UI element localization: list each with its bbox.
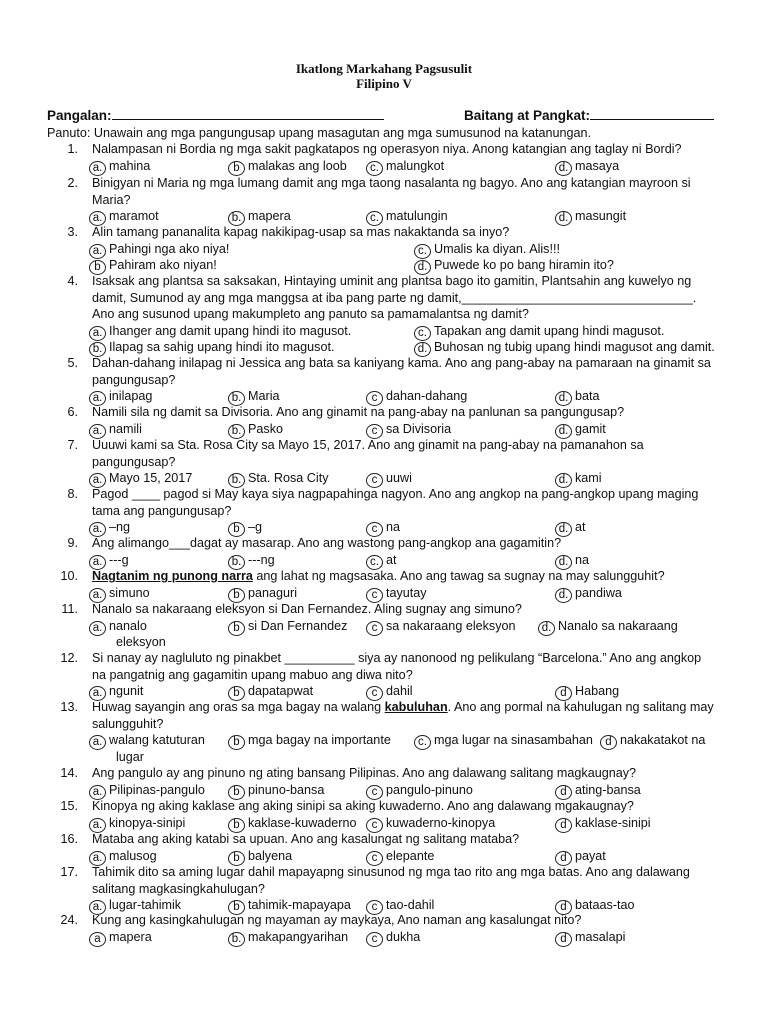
answer-option[interactable] [89,618,147,636]
answer-option[interactable] [228,815,357,833]
option-letter-circle: a. [89,326,106,341]
question-text: salitang magkasingkahulugan? [92,881,265,896]
underlined-phrase: Nagtanim ng punong narra [92,569,253,583]
question-number: 11. [61,602,78,616]
option-letter-circle: a. [89,621,106,636]
question-number: 17. [60,865,78,879]
option-label: bata [575,389,600,403]
answer-option[interactable] [228,732,391,750]
option-letter-circle: c. [414,244,431,259]
option-label: Tapakan ang damit upang hindi magusot. [434,323,665,338]
question-number: 7. [67,438,78,452]
option-letter-circle: a. [89,735,106,750]
option-letter-circle: d [555,785,572,800]
answer-option[interactable] [228,421,283,439]
option-label: dahil [386,684,413,698]
answer-option[interactable] [366,421,451,439]
answer-option[interactable] [228,782,324,800]
option-label: pangulo-pinuno [386,782,473,797]
option-letter-circle: b [228,522,245,537]
answer-option-continuation: eleksyon [116,635,166,649]
option-label: at [386,552,397,567]
option-label: pinuno-bansa [248,782,325,797]
option-label: walang katuturan [109,733,205,747]
option-label: simuno [109,585,150,600]
option-letter-circle: b. [228,391,245,406]
answer-option[interactable] [414,323,664,341]
option-letter-circle: b [228,621,245,636]
option-label: tao-dahil [386,898,435,912]
option-label: sa nakaraang eleksyon [386,618,516,633]
question-text: Nanalo sa nakaraang eleksyon si Dan Fernandez. Aling sugnay ang simuno? [92,602,522,616]
question-text: Alin tamang pananalita kapag nakikipag-usap sa mas nakaktanda sa inyo? [92,225,510,239]
option-letter-circle: b. [228,473,245,488]
option-letter-circle: c [366,818,383,833]
option-letter-circle: c [366,900,383,915]
option-label: malakas ang loob [248,158,347,173]
option-letter-circle: c [366,522,383,537]
option-letter-circle: b [228,851,245,866]
answer-option[interactable] [366,158,444,176]
question-text: tama ang pangungusap? [92,503,232,518]
option-letter-circle: a [89,932,106,947]
option-label: masalapi [575,929,626,944]
option-label: Umalis ka diyan. Alis!!! [434,241,560,256]
option-letter-circle: b. [228,211,245,226]
option-letter-circle: a. [89,522,106,537]
answer-option[interactable] [228,552,275,570]
question-text: Mataba ang aking katabi sa upuan. Ano ang kasalungat ng salitang mataba? [92,832,520,846]
option-letter-circle: d [600,735,617,750]
option-label: lugar-tahimik [109,898,182,912]
option-label: pandiwa [575,585,622,600]
option-letter-circle: c [366,785,383,800]
option-label: mahina [109,158,151,173]
question-number: 6. [67,405,78,419]
option-label: Puwede ko po bang hiramin ito? [434,258,614,272]
answer-option-continuation: lugar [116,749,145,764]
option-letter-circle: d. [414,342,431,357]
name-field [47,107,384,123]
option-label: malungkot [386,158,445,173]
option-label: panaguri [248,585,298,600]
option-label: gamit [575,421,606,436]
option-letter-circle: b. [228,424,245,439]
question-text: Tahimik dito sa aming lugar dahil mapayapng sinusunod ng mga tao rito ang mga batas. Ano ang dalawang [92,865,690,879]
option-letter-circle: c [366,424,383,439]
question-text: damit, Sumunod ay ang mga manggsa at iba pang parte ng damit,_________________________________. [92,290,697,305]
option-letter-circle: d. [538,621,555,636]
option-letter-circle: a. [89,555,106,570]
answer-option[interactable] [366,782,473,800]
option-label: na [386,520,401,534]
question-text: Ano ang susunod upang makumpleto ang panuto sa pamamalantsa ng damit? [92,307,529,321]
option-label: dapatapwat [248,684,314,698]
question-text: Binigyan ni Maria ng mga lumang damit ang mga taong nasalanta ng bagyo. Ano ang katangian mayroon si [92,176,691,190]
answer-option[interactable] [555,782,641,800]
answer-option[interactable] [414,732,593,750]
answer-option[interactable] [89,732,205,750]
option-letter-circle: c [366,621,383,636]
option-label: mapera [109,929,152,944]
option-letter-circle: c [366,686,383,701]
exam-title: Ikatlong Markahang Pagsusulit [295,61,473,76]
answer-option[interactable] [89,815,185,833]
answer-option[interactable] [555,208,626,226]
option-letter-circle: b [228,785,245,800]
option-label: bataas-tao [575,898,635,912]
option-letter-circle: a. [89,211,106,226]
answer-option[interactable] [600,732,705,750]
option-letter-circle: b [228,686,245,701]
option-label: tahimik-mapayapa [248,898,351,912]
option-label: masungit [575,209,627,223]
option-label: na [575,552,590,567]
question-text: na pangatnig ang gagamitin upang mabuo ang diwa nito? [92,667,413,682]
question-number: 3. [67,225,78,239]
grade-label: Baitang at Pangkat: [464,108,591,123]
question-number: 1. [67,142,78,156]
question-text: Uuuwi kami sa Sta. Rosa City sa Mayo 15, 2017. Ano ang ginamit na pang-abay na pamanahon sa [92,438,644,452]
answer-option[interactable] [366,929,420,947]
option-letter-circle: d. [555,391,572,406]
option-letter-circle: a. [89,686,106,701]
answer-option[interactable] [228,585,297,603]
grade-field [464,107,714,123]
option-letter-circle: c [366,473,383,488]
option-label: makapangyarihan [248,929,349,944]
option-label: –g [248,520,263,534]
answer-option[interactable] [89,421,142,439]
option-label: balyena [248,848,293,863]
option-label: kinopya-sinipi [109,815,186,830]
option-letter-circle: b [228,818,245,833]
option-letter-circle: a. [89,473,106,488]
option-label: si Dan Fernandez [248,618,348,633]
option-letter-circle: a. [89,785,106,800]
option-label: Pahiram ako niyan! [109,258,217,272]
option-letter-circle: a. [89,900,106,915]
option-letter-circle: c [366,588,383,603]
option-label: maramot [109,209,159,223]
question-number: 13. [60,700,78,714]
option-label: mapera [248,209,291,223]
option-label: inilapag [109,389,153,403]
question-number: 24. [60,913,78,927]
answer-option[interactable] [228,158,347,176]
question-text: Nagtanim ng punong narra ang lahat ng magsasaka. Ano ang tawag sa sugnay na may salungguhit? [92,569,665,583]
question-text: Ang pangulo ay ang pinuno ng ating bansang Pilipinas. Ano ang dalawang salitang magkaugnay? [92,766,637,780]
question-number: 4. [67,274,78,288]
question-text: Namili sila ng damit sa Divisoria. Ano ang ginamit na pang-abay na panlunan sa pangungusap? [92,405,625,419]
name-label: Pangalan: [47,108,112,123]
option-letter-circle: b. [228,932,245,947]
option-letter-circle: b [89,260,106,275]
answer-option[interactable] [538,618,678,636]
option-letter-circle: d. [555,211,572,226]
answer-option[interactable] [228,848,292,866]
option-letter-circle: b. [228,555,245,570]
option-label: Buhosan ng tubig upang hindi magusot ang damit. [434,340,715,354]
answer-option[interactable] [89,158,150,176]
option-letter-circle: a. [89,424,106,439]
option-label: Mayo 15, 2017 [109,471,193,485]
underlined-phrase: kabuluhan [384,700,448,714]
option-letter-circle: d. [555,588,572,603]
option-letter-circle: d. [555,473,572,488]
question-number: 5. [67,356,78,370]
option-label: Pilipinas-pangulo [109,782,205,797]
answer-option[interactable] [228,929,348,947]
option-letter-circle: c. [414,735,431,750]
option-label: tayutay [386,585,427,600]
option-letter-circle: d [555,900,572,915]
question-text: Isaksak ang plantsa sa saksakan, Hintaying uminit ang plantsa bago ito gamitin, Plantsahin ang kuwelyo ng [92,274,692,288]
question-text: pangungusap? [92,454,176,469]
option-label: mga lugar na sinasambahan [434,733,593,747]
option-label: ating-bansa [575,782,641,797]
option-label: malusog [109,848,157,863]
question-number: 16. [60,832,78,846]
answer-option[interactable] [89,929,152,947]
answer-option[interactable] [555,585,622,603]
question-text: Kung ang kasingkahulugan ng mayaman ay maykaya, Ano naman ang kasalungat nito? [92,913,582,927]
option-letter-circle: d [555,686,572,701]
option-letter-circle: b [228,900,245,915]
option-letter-circle: c. [366,161,383,176]
answer-option[interactable] [89,323,351,341]
question-number: 12. [60,651,78,665]
option-letter-circle: a. [89,851,106,866]
answer-option[interactable] [89,848,157,866]
option-letter-circle: d. [555,522,572,537]
option-letter-circle: d. [555,555,572,570]
option-label: matulungin [386,209,448,223]
answer-option[interactable] [366,848,434,866]
option-letter-circle: d [555,851,572,866]
option-label: –ng [109,520,131,534]
option-label: elepante [386,848,435,863]
question-number: 9. [67,536,78,550]
option-label: ---ng [248,552,275,567]
option-letter-circle: c [366,391,383,406]
option-label: Maria [248,389,280,403]
option-letter-circle: a. [89,244,106,259]
answer-option[interactable] [366,552,397,570]
answer-option[interactable] [555,848,606,866]
option-label: nakakatakot na [620,733,706,747]
question-text: Kinopya ng aking kaklase ang aking sinipi sa aking kuwaderno. Ano ang dalawang mgakaugnay? [92,799,634,813]
option-label: nanalo [109,618,147,633]
option-letter-circle: b [228,161,245,176]
question-number: 8. [67,487,78,501]
option-label: ---g [109,552,129,567]
option-label: sa Divisoria [386,421,452,436]
answer-option[interactable] [366,618,516,636]
question-text: Dahan-dahang inilapag ni Jessica ang bata sa kaniyang kama. Ano ang pang-abay na pamaraan na ginamit sa [92,356,711,370]
option-label: dukha [386,929,421,944]
option-label: Habang [575,684,620,698]
option-letter-circle: b [228,588,245,603]
question-text: Nalampasan ni Bordia ng mga sakit pagkatapos ng operasyon niya. Anong katangian ang taglay ni Bordi? [92,142,682,156]
answer-option[interactable] [366,815,495,833]
answer-option[interactable] [555,421,606,439]
option-label: Nanalo sa nakaraang [558,618,678,633]
option-letter-circle: b. [89,342,106,357]
option-letter-circle: a. [89,818,106,833]
option-letter-circle: d. [414,260,431,275]
option-letter-circle: a. [89,391,106,406]
option-letter-circle: c. [366,211,383,226]
answer-option[interactable] [555,929,625,947]
option-letter-circle: d. [555,424,572,439]
option-label: Sta. Rosa City [248,471,329,485]
question-text: Huwag sayangin ang oras sa mga bagay na walang kabuluhan. Ano ang pormal na kahulugan ng salitang may [92,700,714,714]
option-letter-circle: d [555,932,572,947]
exam-subtitle: Filipino V [356,76,412,91]
option-label: Pahingi nga ako niya! [109,241,230,256]
option-label: kuwaderno-kinopya [386,815,496,830]
question-number: 14. [60,766,78,780]
name-blank-line [112,107,384,120]
option-letter-circle: a. [89,588,106,603]
instructions: Panuto: Unawain ang mga pangungusap upang masagutan ang mga sumusunod na katanungan. [47,126,592,140]
option-letter-circle: b [228,735,245,750]
question-text: pangungusap? [92,372,176,387]
question-text: Pagod ____ pagod si May kaya siya nagpapahinga nagyon. Ano ang angkop na pang-angkop upang maging [92,487,699,501]
option-letter-circle: a. [89,161,106,176]
option-letter-circle: c. [414,326,431,341]
option-label: namili [109,421,142,436]
option-letter-circle: d [555,818,572,833]
option-label: kami [575,471,602,485]
question-text: Si nanay ay nagluluto ng pinakbet __________ siya ay nanonood ng pelikulang “Barcelona.” Ano ang angkop [92,651,702,665]
answer-option[interactable] [366,585,427,603]
option-letter-circle: c [366,932,383,947]
question-number: 2. [67,176,78,190]
question-number: 15. [60,799,78,813]
option-label: kaklase-kuwaderno [248,815,357,830]
option-letter-circle: c. [366,555,383,570]
option-label: mga bagay na importante [248,733,391,747]
option-label: Ihanger ang damit upang hindi ito magusot. [109,323,352,338]
option-label: dahan-dahang [386,389,468,403]
option-label: masaya [575,158,620,173]
answer-option[interactable] [89,552,129,570]
option-letter-circle: d. [555,161,572,176]
question-number: 10. [60,569,78,583]
option-label: kaklase-sinipi [575,815,651,830]
answer-option[interactable] [89,782,205,800]
answer-option[interactable] [89,585,150,603]
answer-option[interactable] [414,241,560,259]
option-label: Pasko [248,421,284,436]
option-label: at [575,520,586,534]
option-label: ngunit [109,684,144,698]
answer-option[interactable] [89,241,229,259]
question-text: salungguhit? [92,716,164,731]
question-text: Maria? [92,192,131,207]
answer-option[interactable] [228,618,347,636]
answer-option[interactable] [555,552,589,570]
grade-blank-line [590,107,714,120]
option-letter-circle: c [366,851,383,866]
option-label: Ilapag sa sahig upang hindi ito magusot. [109,340,335,354]
answer-option[interactable] [555,158,619,176]
answer-option[interactable] [555,815,651,833]
option-label: payat [575,848,606,863]
question-text: Ang alimango___dagat ay masarap. Ano ang wastong pang-angkop ana gagamitin? [92,536,562,550]
option-label: uuwi [386,471,412,485]
